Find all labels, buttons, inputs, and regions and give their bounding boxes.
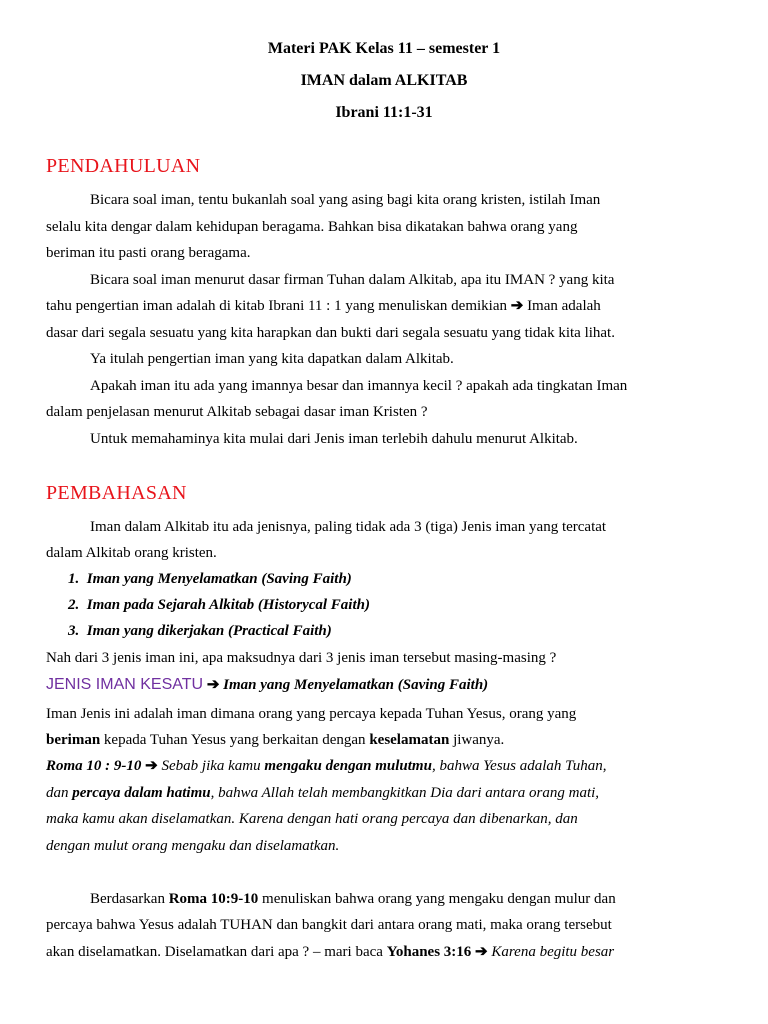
list-number: 2. [68, 597, 80, 613]
list-item [68, 569, 352, 589]
document-title: Materi PAK Kelas 11 – semester 1 [267, 40, 501, 57]
paragraph-line [46, 942, 614, 962]
document-reference: Ibrani 11:1-31 [335, 104, 433, 121]
right-arrow-icon: ➔ [510, 298, 524, 314]
paragraph-line: Bicara soal iman menurut dasar firman Tuhan dalam Alkitab, apa itu IMAN ? yang kita [90, 272, 615, 288]
verse-line [46, 756, 606, 776]
section-heading-pendahuluan: PENDAHULUAN [46, 155, 201, 177]
list-text: Iman yang dikerjakan (Practical Faith) [86, 623, 332, 639]
paragraph-line: dalam Alkitab orang kristen. [46, 545, 217, 561]
paragraph-text: jiwanya. [449, 732, 505, 748]
paragraph-text: Berdasarkan [90, 891, 169, 907]
paragraph-line: dasar dari segala sesuatu yang kita harapkan dan bukti dari segala sesuatu yang tidak kita lihat. [46, 325, 615, 341]
italic-text: Karena begitu besar [487, 944, 615, 960]
paragraph-line: Ya itulah pengertian iman yang kita dapatkan dalam Alkitab. [90, 351, 454, 367]
list-text: Iman yang Menyelamatkan (Saving Faith) [86, 571, 352, 587]
verse-reference: Roma 10 : 9-10 [46, 758, 142, 774]
subsection-subtitle: Iman yang Menyelamatkan (Saving Faith) [223, 677, 489, 693]
paragraph-line: Bicara soal iman, tentu bukanlah soal yang asing bagi kita orang kristen, istilah Iman [90, 192, 601, 208]
paragraph-line: beriman itu pasti orang beragama. [46, 245, 251, 261]
paragraph-line: Nah dari 3 jenis iman ini, apa maksudnya dari 3 jenis iman tersebut masing-masing ? [46, 650, 557, 666]
bold-text: Yohanes 3:16 [386, 944, 472, 960]
paragraph-text: kepada Tuhan Yesus yang berkaitan dengan [100, 732, 370, 748]
paragraph-line [46, 730, 504, 750]
document-subtitle: IMAN dalam ALKITAB [300, 72, 468, 89]
right-arrow-icon: ➔ [145, 758, 158, 774]
bold-text: keselamatan [369, 732, 450, 748]
paragraph-text: menuliskan bahwa orang yang mengaku dengan mulur dan [258, 891, 616, 907]
bold-text: Roma 10:9-10 [168, 891, 259, 907]
verse-line: maka kamu akan diselamatkan. Karena dengan hati orang percaya dan dibenarkan, dan [46, 811, 578, 827]
verse-emphasis: mengaku dengan mulutmu [264, 758, 432, 774]
list-number: 3. [68, 623, 80, 639]
paragraph-line: dalam penjelasan menurut Alkitab sebagai dasar iman Kristen ? [46, 404, 428, 420]
right-arrow-icon: ➔ [206, 677, 220, 693]
paragraph-line [90, 889, 616, 909]
verse-text: dan [46, 785, 73, 801]
paragraph-line: Apakah iman itu ada yang imannya besar dan imannya kecil ? apakah ada tingkatan Iman [90, 378, 628, 394]
paragraph-line: Untuk memahaminya kita mulai dari Jenis iman terlebih dahulu menurut Alkitab. [90, 431, 578, 447]
list-item [68, 595, 370, 615]
verse-text: , bahwa Yesus adalah Tuhan, [431, 758, 607, 774]
right-arrow-icon: ➔ [475, 944, 488, 960]
list-item [68, 621, 332, 641]
subsection-title: JENIS IMAN KESATU [46, 676, 204, 693]
bold-text: beriman [46, 732, 101, 748]
verse-text: Sebab jika kamu [157, 758, 265, 774]
verse-emphasis: percaya dalam hatimu [72, 785, 211, 801]
paragraph-line: selalu kita dengar dalam kehidupan beragama. Bahkan bisa dikatakan bahwa orang yang [46, 219, 578, 235]
list-number: 1. [68, 571, 80, 587]
paragraph-text: tahu pengertian iman adalah di kitab Ibrani 11 : 1 yang menuliskan demikian [46, 298, 507, 314]
verse-line [46, 783, 599, 803]
section-heading-pembahasan: PEMBAHASAN [46, 482, 187, 504]
list-text: Iman pada Sejarah Alkitab (Historycal Faith) [86, 597, 370, 613]
verse-line: dengan mulut orang mengaku dan diselamatkan. [46, 838, 340, 854]
paragraph-line: Iman dalam Alkitab itu ada jenisnya, paling tidak ada 3 (tiga) Jenis iman yang tercatat [90, 519, 607, 535]
paragraph-text: Iman adalah [527, 298, 601, 314]
subsection-heading [46, 675, 488, 695]
paragraph-line: percaya bahwa Yesus adalah TUHAN dan bangkit dari antara orang mati, maka orang tersebut [46, 917, 612, 933]
paragraph-line: Iman Jenis ini adalah iman dimana orang yang percaya kepada Tuhan Yesus, orang yang [46, 706, 577, 722]
verse-text: , bahwa Allah telah membangkitkan Dia dari antara orang mati, [210, 785, 600, 801]
paragraph-line [46, 296, 601, 316]
paragraph-text: akan diselamatkan. Diselamatkan dari apa ? – mari baca [46, 944, 387, 960]
